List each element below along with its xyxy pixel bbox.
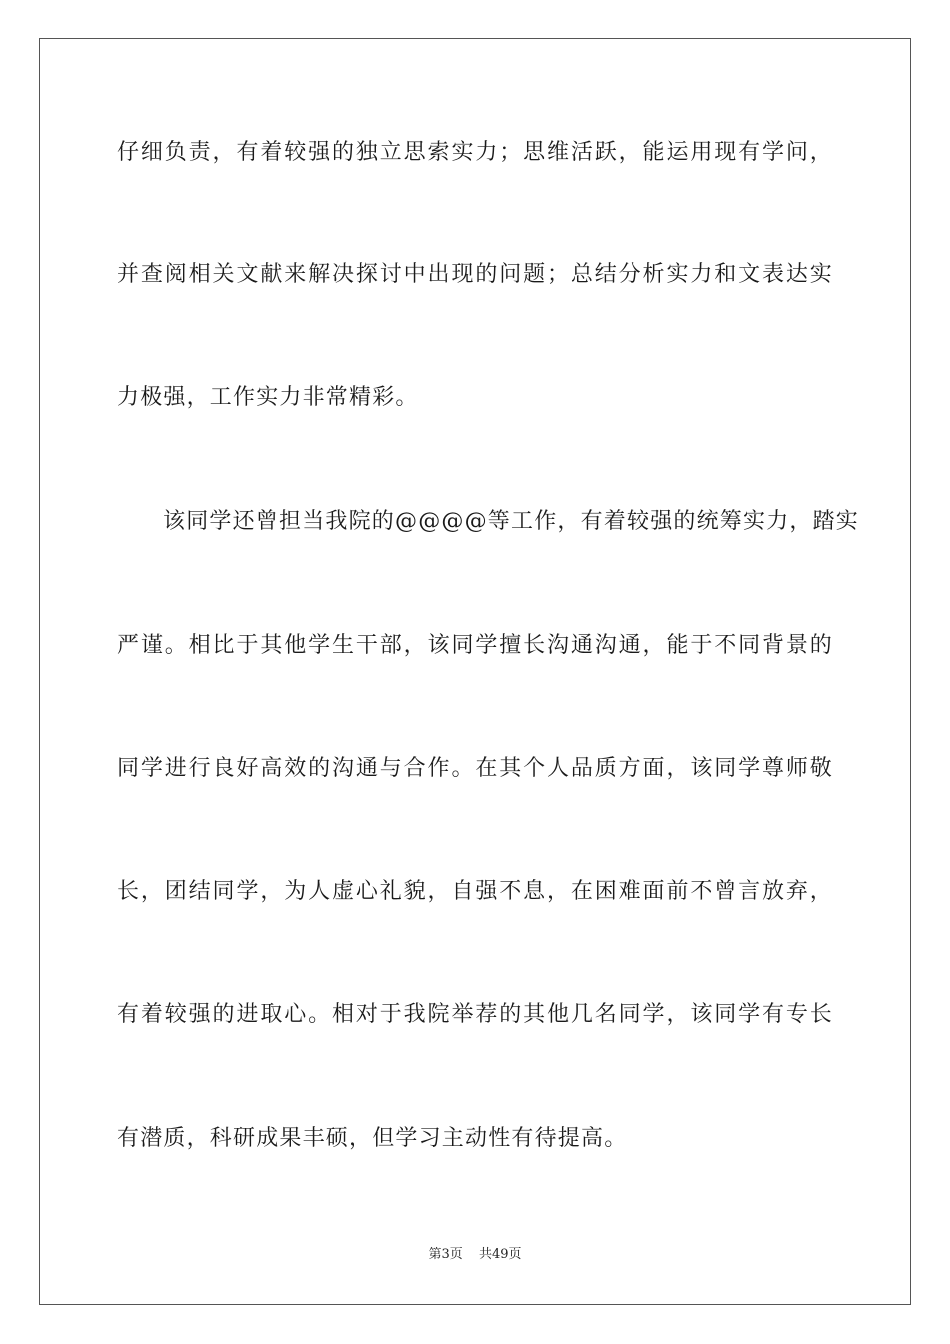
paragraph-1-line-1: 仔细负责，有着较强的独立思索实力；思维活跃，能运用现有学问， <box>117 140 833 165</box>
page-footer <box>0 1246 950 1264</box>
paragraph-1-line-3: 力极强，工作实力非常精彩。 <box>117 385 419 410</box>
paragraph-2-line-4: 长，团结同学，为人虚心礼貌，自强不息，在困难面前不曾言放弃， <box>117 879 833 904</box>
page-number: 第3页 <box>428 1247 463 1262</box>
total-pages: 共49页 <box>478 1247 522 1262</box>
paragraph-2-line-6: 有潜质，科研成果丰硕，但学习主动性有待提高。 <box>117 1126 628 1151</box>
paragraph-2-line-2: 严谨。相比于其他学生干部，该同学擅长沟通沟通，能于不同背景的 <box>117 633 833 658</box>
paragraph-2-line-5: 有着较强的进取心。相对于我院举荐的其他几名同学，该同学有专长 <box>117 1002 833 1027</box>
paragraph-2-line-1: 该同学还曾担当我院的@@@@等工作，有着较强的统筹实力，踏实 <box>163 509 860 534</box>
paragraph-2-line-3: 同学进行良好高效的沟通与合作。在其个人品质方面，该同学尊师敬 <box>117 756 833 781</box>
paragraph-1-line-2: 并查阅相关文献来解决探讨中出现的问题；总结分析实力和文表达实 <box>117 262 833 287</box>
page-border <box>39 38 911 1305</box>
